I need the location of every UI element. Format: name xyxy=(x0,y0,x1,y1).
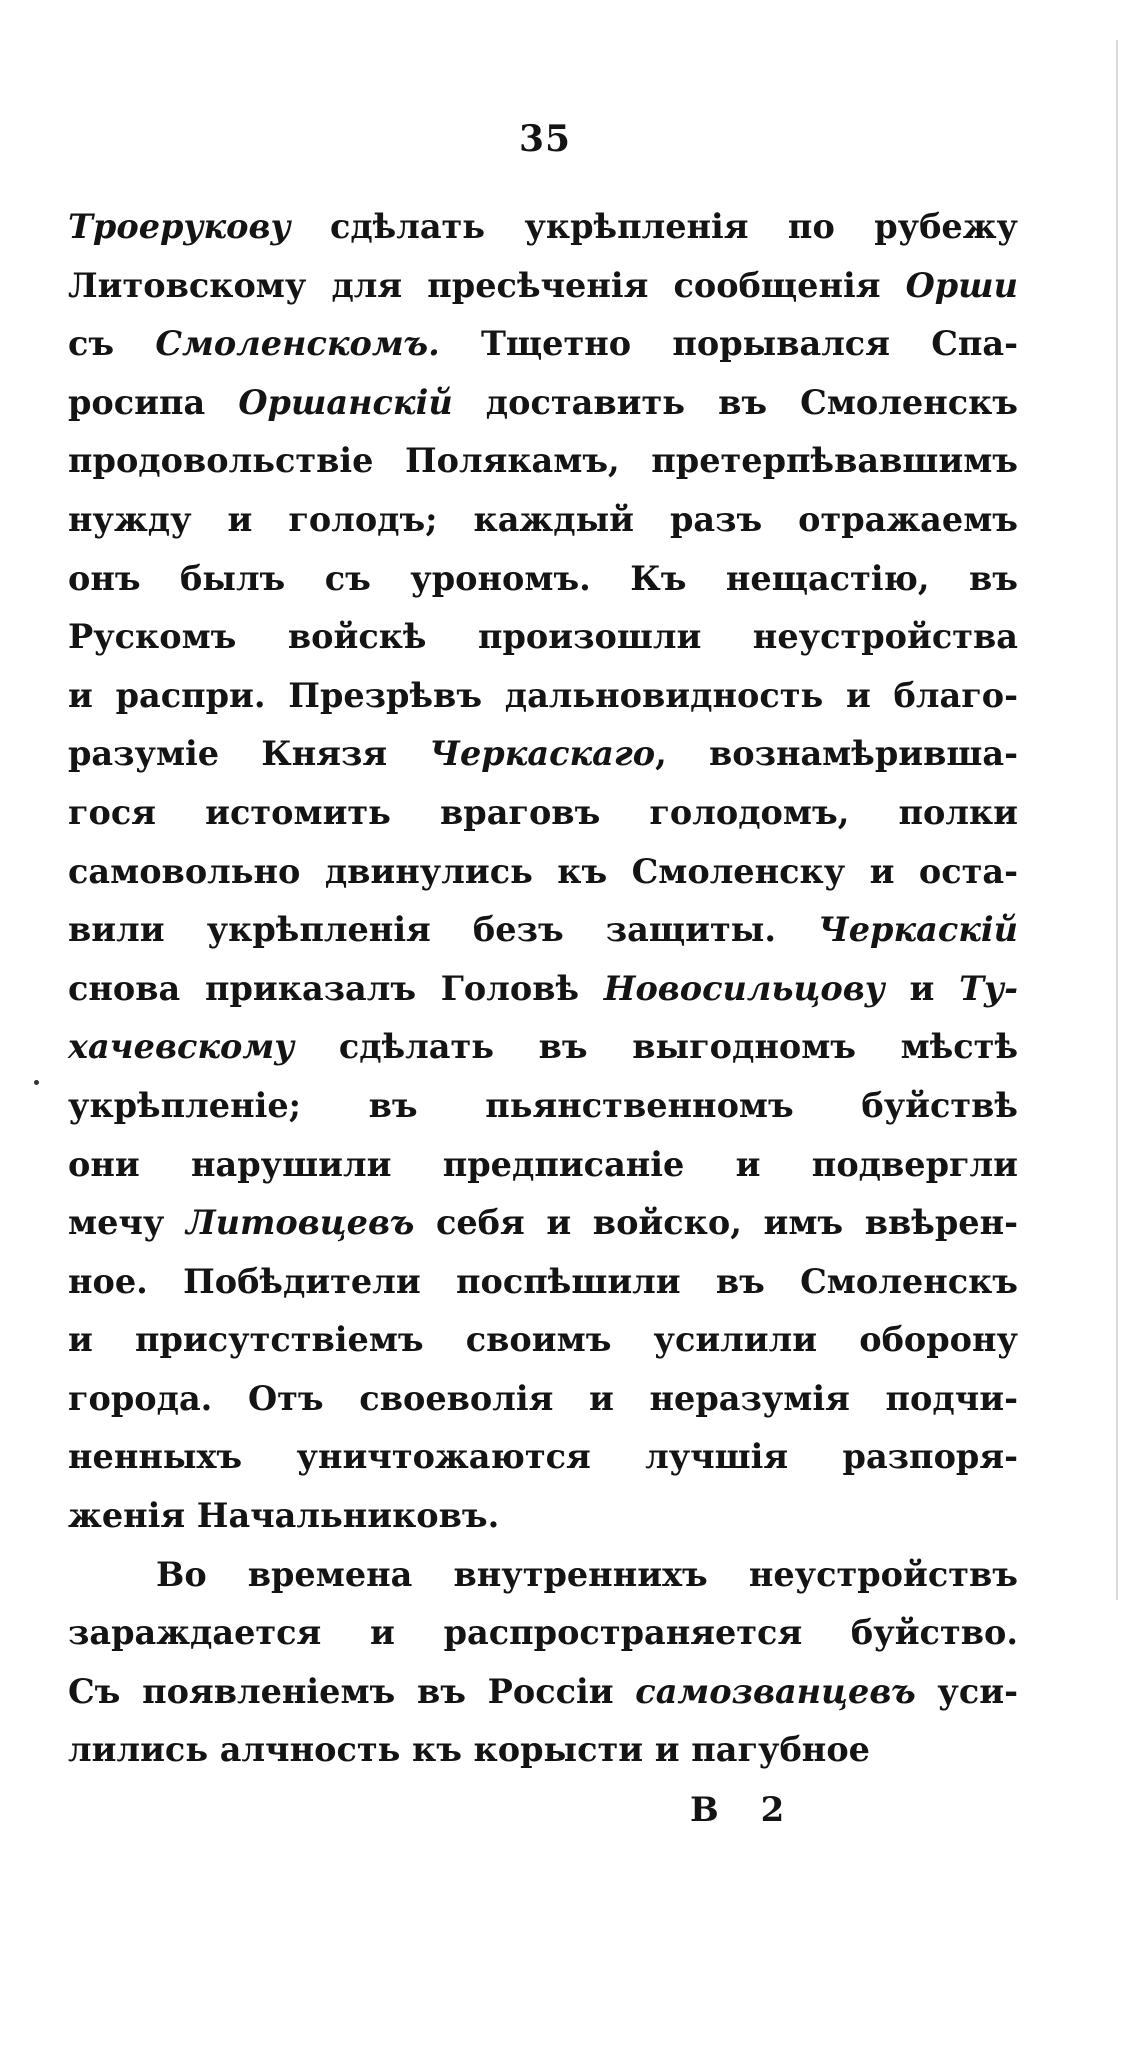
text-run: они нарушили предписаніе и подвергли xyxy=(68,1144,1018,1184)
text-run: гося истомить враговъ голодомъ, полки xyxy=(68,792,1018,832)
text-run: себя и войско, имъ ввѣрен- xyxy=(414,1203,1018,1243)
paragraph1-line xyxy=(68,432,1018,491)
text-run: , вознамѣривша- xyxy=(655,734,1018,774)
text-run: Рускомъ войскѣ произошли неустройства xyxy=(68,617,1018,657)
page-edge-line xyxy=(1116,40,1118,1600)
italic-name: Черкаскаго xyxy=(429,734,656,774)
paragraph1-line xyxy=(68,1194,1018,1253)
text-run: вили укрѣпленія безъ защиты. xyxy=(68,910,819,950)
paragraph1-line xyxy=(68,257,1018,316)
paragraph1-line xyxy=(68,725,1018,784)
paragraph1-line xyxy=(68,1428,1018,1487)
paragraph1-line xyxy=(68,1370,1018,1429)
printer-signature-mark: В 2 xyxy=(690,1790,785,1830)
paragraph1-line xyxy=(68,315,1018,374)
paragraph1-line xyxy=(68,198,1018,257)
text-run: Съ появленіемъ въ Россіи xyxy=(68,1671,636,1711)
text-run: сдѣлать въ выгодномъ мѣстѣ xyxy=(294,1027,1018,1067)
paragraph1-line xyxy=(68,901,1018,960)
text-run: ное. Побѣдители поспѣшили въ Смоленскъ xyxy=(68,1261,1018,1301)
text-run: зараждается и распространяется буйство. xyxy=(68,1613,1018,1653)
text-run: укрѣпленіе; въ пьянственномъ буйствѣ xyxy=(68,1085,1018,1125)
paragraph1-line xyxy=(68,667,1018,726)
text-run: уси- xyxy=(915,1671,1018,1711)
text-run: и xyxy=(884,968,960,1008)
paragraph1-line xyxy=(68,1077,1018,1136)
paragraph1-line xyxy=(68,1136,1018,1195)
text-run: мечу xyxy=(68,1203,186,1243)
text-run: нужду и голодъ; каждый разъ отражаемъ xyxy=(68,499,1018,539)
text-run: Во времена внутреннихъ неустройствъ xyxy=(156,1554,1018,1594)
page-number: 35 xyxy=(518,118,572,160)
text-run: и присутствіемъ своимъ усилили оборону xyxy=(68,1320,1018,1360)
text-run: доставить въ Смоленскъ xyxy=(452,382,1019,422)
italic-name: хачевскому xyxy=(68,1027,295,1067)
paragraph1-line xyxy=(68,784,1018,843)
italic-name: самозванцевъ xyxy=(635,1671,916,1711)
paragraph1-line xyxy=(68,960,1018,1019)
text-run: лились алчность къ корысти и пагубное xyxy=(68,1730,870,1770)
ink-speck xyxy=(34,1080,39,1085)
paragraph2-line xyxy=(68,1721,1018,1780)
italic-name: Черкаскій xyxy=(818,910,1018,950)
text-run: онъ былъ съ урономъ. Къ нещастію, въ xyxy=(68,558,1018,598)
italic-name: Оршанскій xyxy=(238,382,453,422)
paragraph1-line xyxy=(68,1018,1018,1077)
italic-name: Троерукову xyxy=(68,207,291,246)
paragraph2-line xyxy=(68,1546,1018,1605)
text-run: и распри. Презрѣвъ дальновидность и благо- xyxy=(68,675,1018,715)
text-run: самовольно двинулись къ Смоленску и оста- xyxy=(68,851,1018,891)
italic-name: Ту- xyxy=(959,968,1018,1008)
paragraph1-line xyxy=(68,550,1018,609)
text-run: Литовскому для пресѣченія сообщенія xyxy=(68,265,906,305)
paragraph2-line xyxy=(68,1663,1018,1722)
text-run: сдѣлать укрѣпленія по рубежу xyxy=(290,207,1018,246)
paragraph1-line xyxy=(68,1311,1018,1370)
paragraph2-line xyxy=(68,1604,1018,1663)
text-run: разуміе Князя xyxy=(68,734,430,774)
paragraph1-line xyxy=(68,374,1018,433)
italic-name: Новосильцову xyxy=(603,968,885,1008)
text-run: ненныхъ уничтожаются лучшія разпоря- xyxy=(68,1437,1018,1477)
paragraph1-line xyxy=(68,1253,1018,1312)
paragraph1-line xyxy=(68,491,1018,550)
italic-name: Литовцевъ xyxy=(185,1203,415,1243)
paragraph1-line xyxy=(68,843,1018,902)
italic-name: Смоленскомъ. xyxy=(155,324,440,364)
text-run: города. Отъ своеволія и неразумія подчи- xyxy=(68,1378,1018,1418)
text-run: продовольствіе Полякамъ, претерпѣвавшимъ xyxy=(68,441,1018,481)
text-run: росипа xyxy=(68,382,239,422)
paragraph1-line xyxy=(68,1487,1018,1546)
body-text xyxy=(68,198,1018,1780)
paragraph1-line xyxy=(68,608,1018,667)
italic-name: Орши xyxy=(905,265,1018,305)
text-run: снова приказалъ Головѣ xyxy=(68,968,604,1008)
text-run: Тщетно порывался Спа- xyxy=(439,324,1018,364)
text-run: съ xyxy=(68,324,156,364)
text-run: женія Начальниковъ. xyxy=(68,1496,500,1536)
